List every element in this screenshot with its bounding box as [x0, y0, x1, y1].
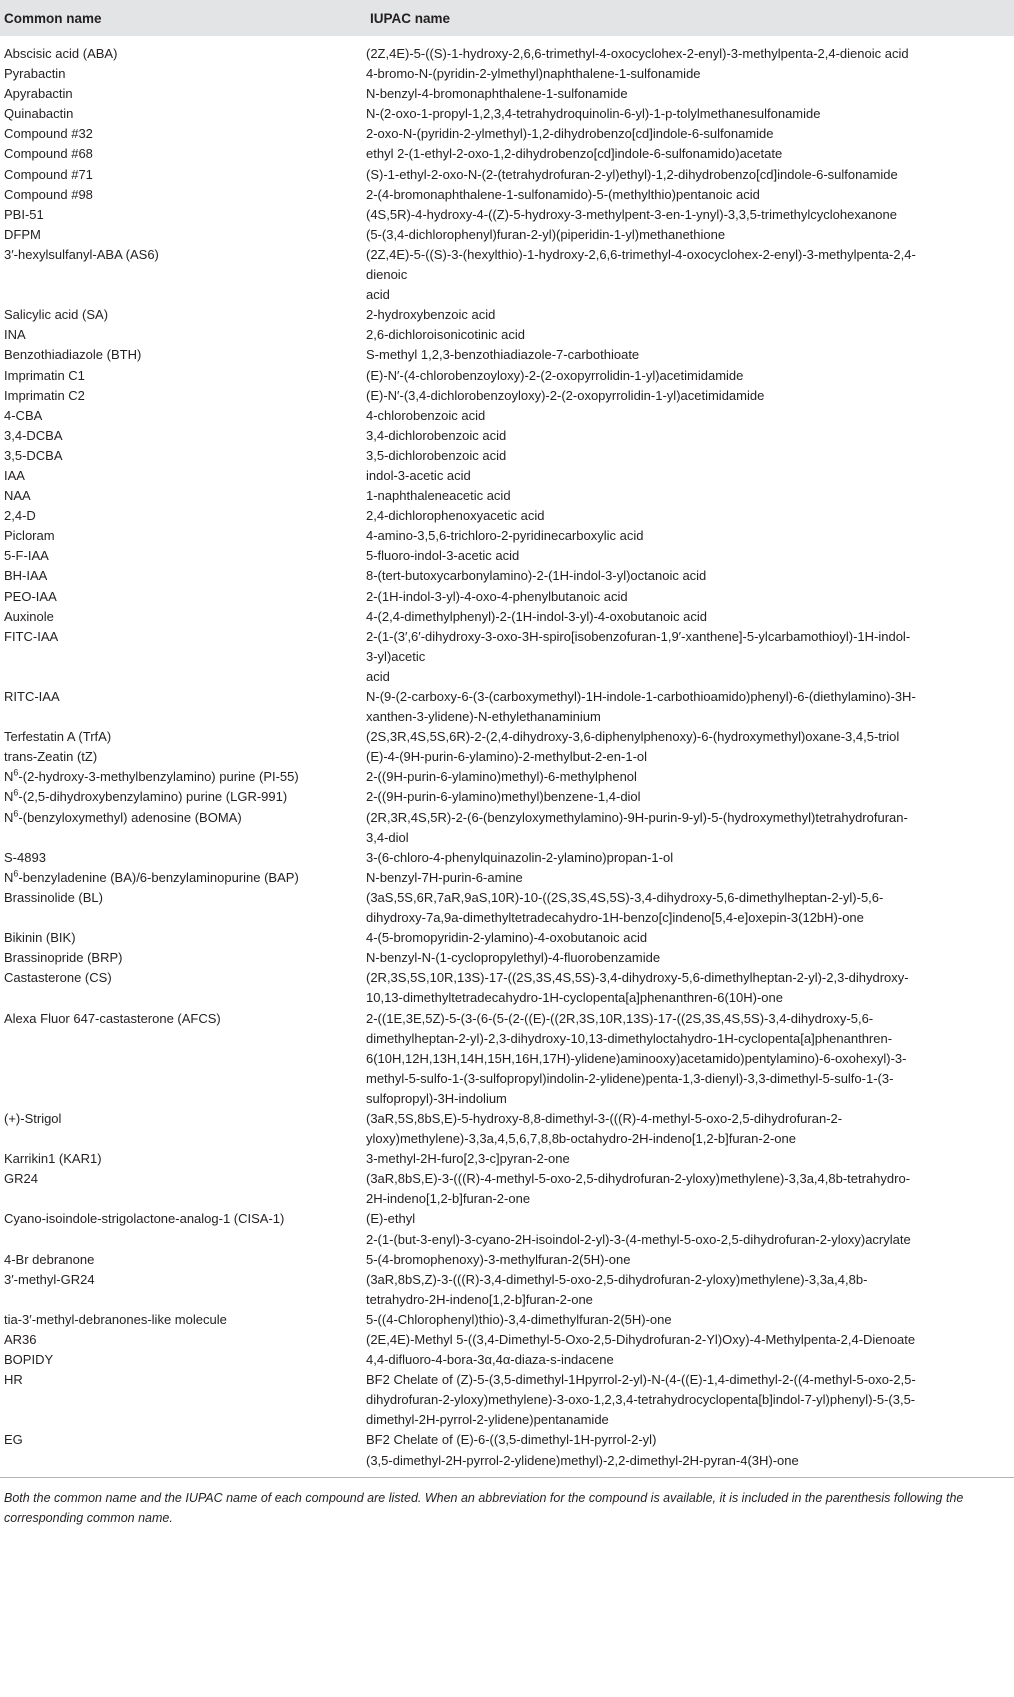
- common-name-text: Terfestatin A (TrfA): [4, 729, 112, 745]
- iupac-name-cell: 2-((9H-purin-6-ylamino)methyl)benzene-1,4-diol: [366, 789, 641, 805]
- iupac-name-cell: 2,4-dichlorophenoxyacetic acid: [366, 508, 545, 524]
- header-iupac-name: IUPAC name: [370, 11, 451, 26]
- table-row: [0, 124, 1014, 144]
- table-row: [0, 426, 1014, 446]
- iupac-name-cell: 2-hydroxybenzoic acid: [366, 307, 496, 323]
- iupac-name-cell: 8-(tert-butoxycarbonylamino)-2-(1H-indol-3-yl)octanoic acid: [366, 568, 707, 584]
- iupac-name-cell: (4S,5R)-4-hydroxy-4-((Z)-5-hydroxy-3-methylpent-3-en-1-ynyl)-3,3,5-trimethylcyclohexanone: [366, 206, 898, 222]
- common-name-text: HR: [4, 1372, 23, 1388]
- common-name-cell: [0, 888, 366, 928]
- table-row: [0, 1430, 1014, 1470]
- iupac-name-cell: 2-(1-(3′,6′-dihydroxy-3-oxo-3H-spiro[isobenzofuran-1,9′-xanthene]-5-ylcarbamothioyl)-1H-indol- 3-yl)acetic acid: [366, 628, 911, 684]
- common-name-cell: [0, 1310, 366, 1330]
- iupac-name-cell: ethyl 2-(1-ethyl-2-oxo-1,2-dihydrobenzo[cd]indole-6-sulfonamido)acetate: [366, 146, 783, 162]
- common-name-cell: [0, 305, 366, 325]
- table-row: [0, 787, 1014, 807]
- common-name-text: EG: [4, 1432, 23, 1448]
- table-row: [0, 868, 1014, 888]
- common-name-text: 4-CBA: [4, 407, 43, 423]
- iupac-name-cell: (2Z,4E)-5-((S)-3-(hexylthio)-1-hydroxy-2,6,6-trimethyl-4-oxocyclohex-2-enyl)-3-methylpenta-2,4- dienoic acid: [366, 246, 916, 303]
- iupac-name-cell: (E)-ethyl 2-(1-(but-3-enyl)-3-cyano-2H-isoindol-2-yl)-3-(4-methyl-5-oxo-2,5-dihydrofuran-2-yloxy)acrylate: [366, 1211, 911, 1247]
- iupac-name-cell: N-benzyl-4-bromonaphthalene-1-sulfonamide: [366, 86, 628, 102]
- common-name-cell: [0, 1209, 366, 1249]
- iupac-name-cell: 5-(4-bromophenoxy)-3-methylfuran-2(5H)-one: [366, 1251, 631, 1267]
- iupac-name-cell: 2,6-dichloroisonicotinic acid: [366, 327, 525, 343]
- table-row: [0, 1270, 1014, 1310]
- common-name-text: Imprimatin C1: [4, 367, 85, 383]
- table-row: [0, 1310, 1014, 1330]
- table-row: [0, 245, 1014, 305]
- common-name-cell: [0, 44, 366, 64]
- common-name-text: Compound #68: [4, 146, 93, 162]
- common-name-cell: [0, 948, 366, 968]
- common-name-superscript: 6: [13, 868, 19, 879]
- common-name-text: Benzothiadiazole (BTH): [4, 347, 142, 363]
- table-row: [0, 1330, 1014, 1350]
- iupac-name-cell: 2-oxo-N-(pyridin-2-ylmethyl)-1,2-dihydrobenzo[cd]indole-6-sulfonamide: [366, 126, 774, 142]
- common-name-text: Karrikin1 (KAR1): [4, 1151, 102, 1167]
- common-name-superscript: 6: [13, 768, 19, 779]
- common-name-cell: [0, 124, 366, 144]
- common-name-cell: [0, 1009, 366, 1109]
- common-name-cell: [0, 1350, 366, 1370]
- common-name-cell: [0, 1430, 366, 1470]
- table-header: [0, 0, 1014, 36]
- iupac-name-cell: (2R,3S,5S,10R,13S)-17-((2S,3S,4S,5S)-3,4-dihydroxy-5,6-dimethylheptan-2-yl)-2,3-dihydroxy- 10,13-dimethyltetradecahydro-1H-cyclopenta[a]phenanthren-6(10H)-one: [366, 970, 909, 1006]
- table-row: [0, 185, 1014, 205]
- iupac-name-cell: 3-(6-chloro-4-phenylquinazolin-2-ylamino)propan-1-ol: [366, 849, 674, 865]
- common-name-prefix: N: [4, 809, 14, 825]
- table-row: [0, 808, 1014, 848]
- common-name-cell: [0, 928, 366, 948]
- common-name-text: 2,4-D: [4, 508, 36, 524]
- common-name-text: Apyrabactin: [4, 86, 73, 102]
- iupac-name-cell: BF2 Chelate of (E)-6-((3,5-dimethyl-1H-pyrrol-2-yl) (3,5-dimethyl-2H-pyrrol-2-ylidene)methyl)-2,2-dimethyl-2H-pyran-4(3H)-one: [366, 1432, 799, 1468]
- common-name-cell: [0, 1330, 366, 1350]
- table-row: [0, 1350, 1014, 1370]
- iupac-name-cell: 2-((1E,3E,5Z)-5-(3-(6-(5-(2-((E)-((2R,3S,10R,13S)-17-((2S,3S,4S,5S)-3,4-dihydroxy-5,6- dimethylheptan-2-yl)-2,3-dihydroxy-10,13-dimethyloctahydro-1H-cyclopenta[a]phenanthren- 6(10H,12H,13H,14H,15H,16H,17H)-ylidene)aminooxy)acetamido)pentylamino)-6-oxohexyl)-3- methyl-5-sulfo-1-(3-sulfopropyl)indolin-2-ylidene)penta-1,3-dienyl)-3,3-dimethyl-5-sulfo-1-(3- sulfopropyl)-3H-indolium: [366, 1010, 907, 1106]
- table-row: [0, 948, 1014, 968]
- iupac-name-cell: N-(2-oxo-1-propyl-1,2,3,4-tetrahydroquinolin-6-yl)-1-p-tolylmethanesulfonamide: [366, 106, 821, 122]
- common-name-cell: [0, 747, 366, 767]
- common-name-cell: [0, 205, 366, 225]
- iupac-name-cell: (E)-N′-(4-chlorobenzoyloxy)-2-(2-oxopyrrolidin-1-yl)acetimidamide: [366, 367, 744, 383]
- iupac-name-cell: 4-bromo-N-(pyridin-2-ylmethyl)naphthalene-1-sulfonamide: [366, 66, 701, 82]
- common-name-text: Compound #32: [4, 126, 93, 142]
- table-row: [0, 366, 1014, 386]
- iupac-name-cell: (2Z,4E)-5-((S)-1-hydroxy-2,6,6-trimethyl-4-oxocyclohex-2-enyl)-3-methylpenta-2,4-dienoic acid: [366, 46, 909, 61]
- table-row: [0, 64, 1014, 84]
- common-name-prefix: N: [4, 869, 14, 885]
- table-row: [0, 767, 1014, 787]
- common-name-cell: [0, 1149, 366, 1169]
- common-name-text: trans-Zeatin (tZ): [4, 749, 98, 765]
- common-name-text: -(benzyloxymethyl) adenosine (BOMA): [18, 809, 242, 825]
- iupac-name-cell: 4-(5-bromopyridin-2-ylamino)-4-oxobutanoic acid: [366, 930, 648, 946]
- common-name-text: PEO-IAA: [4, 588, 57, 604]
- common-name-text: 5-F-IAA: [4, 548, 49, 564]
- common-name-text: Compound #71: [4, 166, 93, 182]
- common-name-text: Pyrabactin: [4, 66, 66, 82]
- common-name-prefix: N: [4, 789, 14, 805]
- common-name-cell: [0, 1250, 366, 1270]
- common-name-text: Brassinopride (BRP): [4, 950, 123, 966]
- iupac-name-cell: 4-amino-3,5,6-trichloro-2-pyridinecarboxylic acid: [366, 528, 644, 544]
- table-row: [0, 486, 1014, 506]
- iupac-name-cell: (2S,3R,4S,5S,6R)-2-(2,4-dihydroxy-3,6-diphenylphenoxy)-6-(hydroxymethyl)oxane-3,4,5-triol: [366, 729, 900, 745]
- common-name-superscript: 6: [13, 788, 19, 799]
- common-name-text: Picloram: [4, 528, 55, 544]
- common-name-cell: [0, 607, 366, 627]
- common-name-cell: [0, 165, 366, 185]
- common-name-cell: [0, 868, 366, 888]
- common-name-text: GR24: [4, 1171, 38, 1187]
- table-row: [0, 466, 1014, 486]
- iupac-name-cell: N-benzyl-N-(1-cyclopropylethyl)-4-fluorobenzamide: [366, 950, 661, 966]
- common-name-text: Abscisic acid (ABA): [4, 46, 118, 61]
- common-name-text: tia-3′-methyl-debranones-like molecule: [4, 1311, 227, 1327]
- iupac-name-cell: 3,4-dichlorobenzoic acid: [366, 427, 507, 443]
- iupac-name-cell: 5-((4-Chlorophenyl)thio)-3,4-dimethylfuran-2(5H)-one: [366, 1311, 672, 1327]
- common-name-cell: [0, 968, 366, 1008]
- table-row: [0, 506, 1014, 526]
- table-row: [0, 888, 1014, 928]
- iupac-name-cell: (S)-1-ethyl-2-oxo-N-(2-(tetrahydrofuran-2-yl)ethyl)-1,2-dihydrobenzo[cd]indole-6-sulfonamide: [366, 166, 898, 182]
- common-name-cell: [0, 767, 366, 787]
- table-row: [0, 84, 1014, 104]
- table-row: [0, 325, 1014, 345]
- iupac-name-cell: indol-3-acetic acid: [366, 467, 471, 483]
- table-row: [0, 1169, 1014, 1209]
- common-name-text: IAA: [4, 467, 25, 483]
- header-common-name: Common name: [4, 11, 102, 26]
- common-name-text: AR36: [4, 1332, 37, 1347]
- iupac-name-cell: 4,4-difluoro-4-bora-3α,4α-diaza-s-indacene: [366, 1352, 614, 1368]
- table-row: [0, 345, 1014, 365]
- table-row: [0, 968, 1014, 1008]
- table-row: [0, 747, 1014, 767]
- common-name-text: -benzyladenine (BA)/6-benzylaminopurine (BAP): [18, 869, 299, 885]
- common-name-text: Salicylic acid (SA): [4, 307, 109, 323]
- common-name-cell: [0, 546, 366, 566]
- iupac-name-cell: 2-((9H-purin-6-ylamino)methyl)-6-methylphenol: [366, 769, 637, 785]
- common-name-cell: [0, 466, 366, 486]
- common-name-text: 3′-hexylsulfanyl-ABA (AS6): [4, 246, 159, 262]
- iupac-name-cell: (2E,4E)-Methyl 5-((3,4-Dimethyl-5-Oxo-2,5-Dihydrofuran-2-Yl)Oxy)-4-Methylpenta-2,4-Dienoate: [366, 1332, 916, 1347]
- common-name-text: 3,5-DCBA: [4, 447, 63, 463]
- common-name-cell: [0, 486, 366, 506]
- common-name-cell: [0, 64, 366, 84]
- iupac-name-cell: (2R,3R,4S,5R)-2-(6-(benzyloxymethylamino)-9H-purin-9-yl)-5-(hydroxymethyl)tetrahydrofuran- 3,4-diol: [366, 809, 908, 845]
- common-name-cell: [0, 587, 366, 607]
- table-row: [0, 104, 1014, 124]
- common-name-cell: [0, 245, 366, 305]
- common-name-cell: [0, 627, 366, 687]
- common-name-cell: [0, 506, 366, 526]
- table-row: [0, 165, 1014, 185]
- common-name-text: DFPM: [4, 226, 41, 242]
- table-row: [0, 607, 1014, 627]
- common-name-cell: [0, 808, 366, 848]
- table-row: [0, 386, 1014, 406]
- common-name-cell: [0, 225, 366, 245]
- common-name-text: Imprimatin C2: [4, 387, 85, 403]
- common-name-text: Bikinin (BIK): [4, 930, 76, 946]
- iupac-name-cell: 3-methyl-2H-furo[2,3-c]pyran-2-one: [366, 1151, 570, 1167]
- iupac-name-cell: (3aS,5S,6R,7aR,9aS,10R)-10-((2S,3S,4S,5S)-3,4-dihydroxy-5,6-dimethylheptan-2-yl)-5,6- dihydroxy-7a,9a-dimethyltetradecahydro-1H-benzo[c]indeno[5,4-e]oxepin-3(12bH)-one: [366, 889, 884, 926]
- table-row: [0, 526, 1014, 546]
- common-name-cell: [0, 1270, 366, 1310]
- common-name-cell: [0, 325, 366, 345]
- common-name-cell: [0, 848, 366, 868]
- table-row: [0, 1009, 1014, 1109]
- common-name-text: 3′-methyl-GR24: [4, 1271, 95, 1287]
- common-name-text: Quinabactin: [4, 106, 74, 122]
- common-name-text: INA: [4, 327, 26, 343]
- common-name-text: NAA: [4, 488, 31, 504]
- common-name-text: 3,4-DCBA: [4, 427, 63, 443]
- common-name-cell: [0, 566, 366, 586]
- table-row: [0, 144, 1014, 164]
- table-row: [0, 1149, 1014, 1169]
- common-name-cell: [0, 1169, 366, 1209]
- common-name-text: S-4893: [4, 849, 46, 865]
- common-name-cell: [0, 426, 366, 446]
- common-name-cell: [0, 1370, 366, 1430]
- iupac-name-cell: N-(9-(2-carboxy-6-(3-(carboxymethyl)-1H-indole-1-carbothioamido)phenyl)-6-(diethylamino)-3H- xanthen-3-ylidene)-N-ethylethanaminium: [366, 689, 916, 725]
- table-row: [0, 566, 1014, 586]
- iupac-name-cell: (3aR,5S,8bS,E)-5-hydroxy-8,8-dimethyl-3-(((R)-4-methyl-5-oxo-2,5-dihydrofuran-2- yloxy)methylene)-3,3a,4,5,6,7,8,8b-octahydro-2H-indeno[1,2-b]furan-2-one: [366, 1110, 843, 1147]
- common-name-cell: [0, 345, 366, 365]
- common-name-cell: [0, 406, 366, 426]
- iupac-name-cell: S-methyl 1,2,3-benzothiadiazole-7-carbothioate: [366, 347, 640, 363]
- common-name-cell: [0, 446, 366, 466]
- iupac-name-cell: 5-fluoro-indol-3-acetic acid: [366, 548, 520, 564]
- table-row: [0, 446, 1014, 466]
- table-body: [0, 36, 1014, 1471]
- common-name-prefix: N: [4, 769, 14, 785]
- iupac-name-cell: (E)-N′-(3,4-dichlorobenzoyloxy)-2-(2-oxopyrrolidin-1-yl)acetimidamide: [366, 387, 765, 403]
- common-name-cell: [0, 787, 366, 807]
- table-row: [0, 1370, 1014, 1430]
- iupac-name-cell: (E)-4-(9H-purin-6-ylamino)-2-methylbut-2-en-1-ol: [366, 749, 648, 765]
- common-name-cell: [0, 144, 366, 164]
- common-name-text: Cyano-isoindole-strigolactone-analog-1 (CISA-1): [4, 1211, 285, 1227]
- iupac-name-cell: (3aR,8bS,Z)-3-(((R)-3,4-dimethyl-5-oxo-2,5-dihydrofuran-2-yloxy)methylene)-3,3a,4,8b- tetrahydro-2H-indeno[1,2-b]furan-2-one: [366, 1271, 868, 1307]
- table-row: [0, 305, 1014, 325]
- common-name-cell: [0, 366, 366, 386]
- iupac-name-cell: 4-(2,4-dimethylphenyl)-2-(1H-indol-3-yl)-4-oxobutanoic acid: [366, 608, 708, 624]
- common-name-text: Compound #98: [4, 186, 93, 202]
- common-name-text: Castasterone (CS): [4, 970, 112, 986]
- table-row: [0, 627, 1014, 687]
- common-name-text: -(2,5-dihydroxybenzylamino) purine (LGR-991): [18, 789, 288, 805]
- table-row: [0, 687, 1014, 727]
- common-name-text: Alexa Fluor 647-castasterone (AFCS): [4, 1010, 221, 1026]
- common-name-cell: [0, 727, 366, 747]
- common-name-superscript: 6: [13, 808, 19, 819]
- table-row: [0, 727, 1014, 747]
- common-name-cell: [0, 104, 366, 124]
- common-name-text: (+)-Strigol: [4, 1110, 62, 1126]
- table-row: [0, 848, 1014, 868]
- common-name-cell: [0, 526, 366, 546]
- iupac-name-cell: 3,5-dichlorobenzoic acid: [366, 447, 507, 463]
- common-name-cell: [0, 185, 366, 205]
- common-name-cell: [0, 386, 366, 406]
- table-row: [0, 225, 1014, 245]
- common-name-text: Auxinole: [4, 608, 54, 624]
- common-name-text: PBI-51: [4, 206, 44, 222]
- iupac-name-cell: 2-(1H-indol-3-yl)-4-oxo-4-phenylbutanoic acid: [366, 588, 628, 604]
- common-name-text: FITC-IAA: [4, 628, 59, 644]
- common-name-text: BOPIDY: [4, 1352, 54, 1368]
- common-name-cell: [0, 84, 366, 104]
- table-row: [0, 205, 1014, 225]
- common-name-text: BH-IAA: [4, 568, 48, 584]
- common-name-text: 4-Br debranone: [4, 1251, 95, 1267]
- table-row: [0, 44, 1014, 64]
- table-row: [0, 1250, 1014, 1270]
- iupac-name-cell: 2-(4-bromonaphthalene-1-sulfonamido)-5-(methylthio)pentanoic acid: [366, 186, 760, 202]
- table-row: [0, 1109, 1014, 1149]
- common-name-cell: [0, 687, 366, 727]
- iupac-name-cell: BF2 Chelate of (Z)-5-(3,5-dimethyl-1Hpyrrol-2-yl)-N-(4-((E)-1,4-dimethyl-2-((4-methyl-5-oxo-2,5- dihydrofuran-2-yloxy)methylene)-3-oxo-1,2,3,4-tetrahydrocyclopenta[b]indol-7-yl)phenyl)-5-(3,5- dimethyl-2H-pyrrol-2-ylidene)pentanamide: [366, 1372, 916, 1428]
- table-row: [0, 406, 1014, 426]
- iupac-name-cell: N-benzyl-7H-purin-6-amine: [366, 869, 523, 885]
- common-name-text: RITC-IAA: [4, 689, 60, 704]
- table-footnote: Both the common name and the IUPAC name of each compound are listed. When an abbreviation for the compound is available, it is included in the parenthesis following the corresponding common name.: [4, 1490, 964, 1525]
- iupac-name-cell: (3aR,8bS,E)-3-(((R)-4-methyl-5-oxo-2,5-dihydrofuran-2-yloxy)methylene)-3,3a,4,8b-tetrahydro- 2H-indeno[1,2-b]furan-2-one: [366, 1171, 911, 1207]
- common-name-cell: [0, 1109, 366, 1149]
- table-row: [0, 546, 1014, 566]
- common-name-text: Brassinolide (BL): [4, 889, 103, 905]
- iupac-name-cell: (5-(3,4-dichlorophenyl)furan-2-yl)(piperidin-1-yl)methanethione: [366, 226, 726, 242]
- table-row: [0, 1209, 1014, 1249]
- iupac-name-cell: 4-chlorobenzoic acid: [366, 407, 486, 423]
- table-row: [0, 928, 1014, 948]
- iupac-name-cell: 1-naphthaleneacetic acid: [366, 488, 511, 504]
- common-name-text: -(2-hydroxy-3-methylbenzylamino) purine (PI-55): [18, 769, 299, 785]
- table-row: [0, 587, 1014, 607]
